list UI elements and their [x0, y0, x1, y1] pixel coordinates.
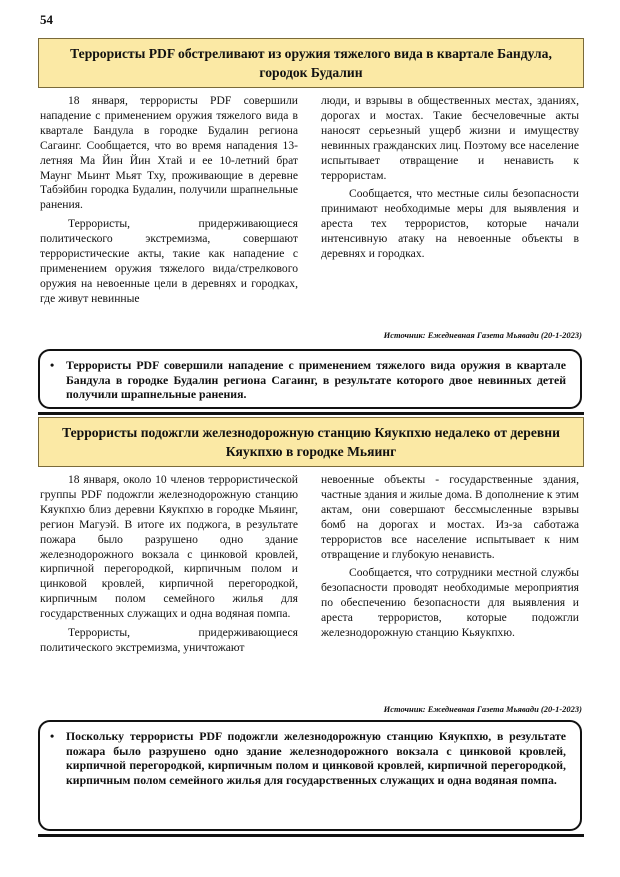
article-2-paragraph: невоенные объекты - государственные здания, частные здания и жилые дома. В дополнение к этим актам, они совершают бессмысленные взрывы бомб на дорогах и мостах. Из-за саботажа террористов все население испытывает к ним отвращение и глубокую ненависть.: [321, 473, 579, 561]
article-1-source: Источник: Ежедневная Газета Мьявади (20-1-2023): [383, 330, 582, 340]
article-1-paragraph: Сообщается, что местные силы безопасности принимают необходимые меры для выявления и ареста тех террористов, которые начали интенсивную атаку на невоенные объекты в деревнях и городках.: [321, 187, 579, 261]
article-1-paragraph: 18 января, террористы PDF совершили нападение с применением оружия тяжелого вида в квартале Бандула в городке Будалин региона Сагаинг. Сообщается, что во время нападения 13-летняя Ма Йин Йин Хтай и ее 10-летний брат Маунг Мьинт Мьят Тху, проживающие в деревне Табэйбин городка Будалин, получили шрапнельные ранения.: [40, 94, 298, 212]
page-number: 54: [40, 12, 53, 27]
article-1-paragraph: Террористы, придерживающиеся политического экстремизма, совершают террористические акты, такие как нападение с применением оружия тяжелого вида/стрелкового оружия на невоенные цели в деревнях и городках, где живут невинные: [40, 217, 298, 305]
article-1-right-column: [321, 94, 579, 262]
article-2-paragraph: 18 января, около 10 членов террористической группы PDF подожгли железнодорожную станцию Кяукпхю близ деревни Кяукпхю в городке Мьяинг, регион Магуэй. В итоге их поджога, в результате пожара было разрушено одно здание железнодорожного вокзала с цинковой кровлей, кирпичной перегородкой, кирпичным полом и цинковой кровлей, кирпичной перегородкой, кирпичным полом семейного жилья для государственных служащих и одна водяная помпа.: [40, 473, 298, 621]
article-1-body: [38, 94, 584, 346]
bullet-icon: •: [50, 729, 55, 743]
article-1-paragraph: люди, и взрывы в общественных местах, зданиях, дорогах и мостах. Такие бесчеловечные акты наносят серьезный ущерб жизни и имуществу невинных гражданских лиц. Поэтому все население испытывает отвращение и ненависть к террористам.: [321, 94, 579, 182]
article-2-paragraph: Террористы, придерживающиеся политического экстремизма, уничтожают: [40, 626, 298, 654]
article-2-paragraph: Сообщается, что сотрудники местной службы безопасности проводят необходимые мероприятия по обеспечению безопасности для выявления и ареста террористов, которые подожгли железнодорожную станцию Кьяукпхю.: [321, 566, 579, 640]
article-2-left-column: [40, 473, 298, 656]
article-2-summary-box: [38, 720, 582, 831]
article-2-source: Источник: Ежедневная Газета Мьявади (20-1-2023): [383, 704, 582, 714]
article-1-left-column: [40, 94, 298, 307]
bullet-icon: •: [50, 358, 55, 372]
article-2-summary-text: Поскольку террористы PDF подожгли железнодорожную станцию Кяукпхю, в результате пожара было разрушено одно здание железнодорожного вокзала с цинковой кровлей, кирпичной перегородкой, кирпичным полом и цинковой кровлей, кирпичной перегородкой, кирпичным полом семейного жилья для государственных служащих и одна водяная помпа.: [66, 729, 566, 787]
article-2-right-column: [321, 473, 579, 641]
article-1-summary-box: [38, 349, 582, 409]
article-1-summary-text: Террористы PDF совершили нападение с применением тяжелого вида оружия в квартале Бандула в городке Будалин региона Сагаинг, в результате которого двое невинных детей получили шрапнельные ранения.: [66, 358, 566, 402]
article-2-body: [38, 473, 584, 725]
article-2: [38, 417, 584, 725]
bottom-divider: [38, 834, 584, 837]
article-1-title: Террористы PDF обстреливают из оружия тяжелого вида в квартале Бандула, городок Будалин: [38, 38, 584, 88]
article-1: [38, 38, 584, 346]
section-divider: [38, 412, 584, 415]
article-2-title: Террористы подожгли железнодорожную станцию Кяукпхю недалеко от деревни Кяукпхю в городке Мьяинг: [38, 417, 584, 467]
